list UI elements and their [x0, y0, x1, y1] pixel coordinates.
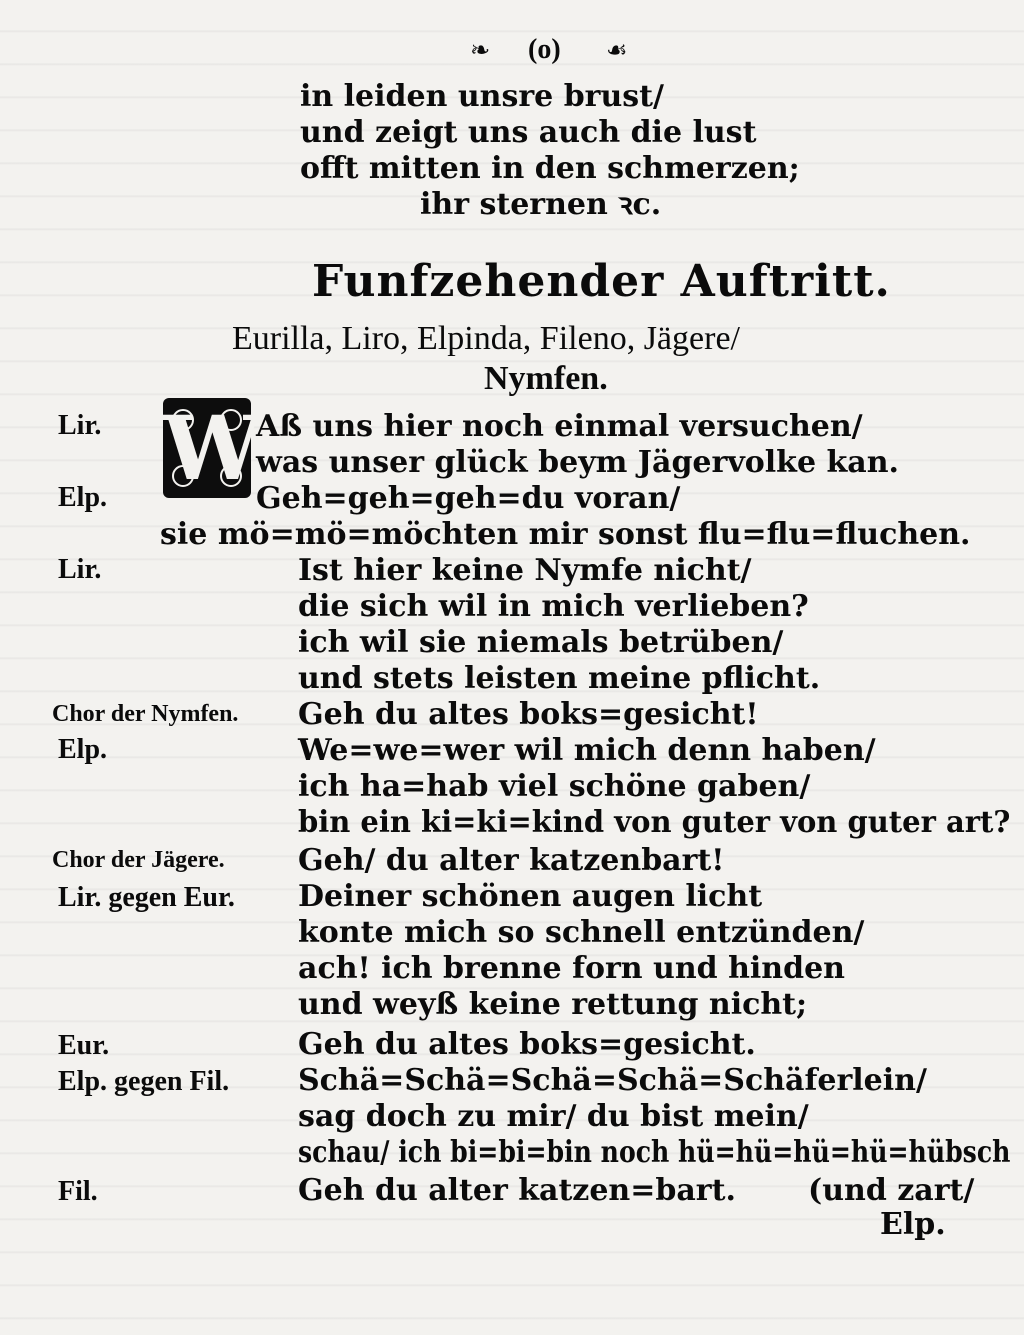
- dialogue-line: Geh/ du alter katzenbart!: [298, 843, 725, 878]
- speaker-label: Elp.: [58, 734, 108, 765]
- speaker-label: Lir.: [58, 554, 102, 585]
- verse-line: und zeigt uns auch die lust: [300, 115, 757, 150]
- dialogue-line: Aß uns hier noch einmal versuchen/: [256, 409, 863, 444]
- ornament-right-icon: ☙: [606, 36, 628, 64]
- drop-cap-initial: [163, 396, 262, 500]
- dialogue-line: sag doch zu mir/ du bist mein/: [298, 1099, 809, 1134]
- character-list: Eurilla, Liro, Elpinda, Fileno, Jägere/: [232, 320, 740, 357]
- speaker-label: Chor der Jägere.: [52, 847, 225, 873]
- speaker-label: Elp.: [58, 482, 108, 513]
- dialogue-line: Geh du altes boks=gesicht.: [298, 1027, 756, 1062]
- speaker-label: Fil.: [58, 1176, 98, 1207]
- dialogue-line: bin ein ki=ki=kind von guter von guter art?: [298, 805, 1011, 840]
- dialogue-line: die sich wil in mich verlieben?: [298, 589, 809, 624]
- speaker-label: Lir.: [58, 410, 102, 441]
- dialogue-line: Schä=Schä=Schä=Schä=Schäferlein/: [298, 1063, 927, 1098]
- speaker-label: Lir. gegen Eur.: [58, 882, 235, 913]
- dialogue-line: sie mö=mö=möchten mir sonst flu=flu=fluchen.: [160, 517, 971, 552]
- dialogue-line: konte mich so schnell entzünden/: [298, 915, 865, 950]
- dialogue-line: Deiner schönen augen licht: [298, 879, 763, 914]
- dialogue-line: und stets leisten meine pflicht.: [298, 661, 821, 696]
- speaker-label: Eur.: [58, 1030, 110, 1061]
- dialogue-line: We=we=wer wil mich denn haben/: [298, 733, 876, 768]
- verse-line: ihr sternen ꝛc.: [420, 187, 662, 222]
- verse-line: in leiden unsre brust/: [300, 79, 664, 114]
- dialogue-line: ach! ich brenne forn und hinden: [298, 951, 845, 986]
- page-number: (o): [528, 34, 561, 65]
- run-over-text: (und zart/: [808, 1173, 975, 1208]
- ornament-left-icon: ❧: [470, 36, 491, 64]
- verse-line: offt mitten in den schmerzen;: [300, 151, 800, 186]
- dialogue-line: ich wil sie niemals betrüben/: [298, 625, 784, 660]
- speaker-label: Chor der Nymfen.: [52, 701, 239, 727]
- dialogue-line: ich ha=hab viel schöne gaben/: [298, 769, 811, 804]
- catchword: Elp.: [880, 1207, 946, 1242]
- dialogue-line: Ist hier keine Nymfe nicht/: [298, 553, 752, 588]
- dialogue-line: und weyß keine rettung nicht;: [298, 987, 808, 1022]
- section-title: Funfzehender Auftritt.: [312, 256, 891, 307]
- dialogue-line: Geh=geh=geh=du voran/: [256, 481, 681, 516]
- dialogue-line: Geh du alter katzen=bart.: [298, 1173, 736, 1208]
- drop-cap-letter: W: [163, 396, 262, 500]
- speaker-label: Elp. gegen Fil.: [58, 1066, 230, 1097]
- character-list-continued: Nymfen.: [484, 360, 608, 397]
- dialogue-line: schau/ ich bi=bi=bin noch hü=hü=hü=hü=hübsch: [298, 1135, 1011, 1170]
- dialogue-line: Geh du altes boks=gesicht!: [298, 697, 759, 732]
- dialogue-line: was unser glück beym Jägervolke kan.: [256, 445, 899, 480]
